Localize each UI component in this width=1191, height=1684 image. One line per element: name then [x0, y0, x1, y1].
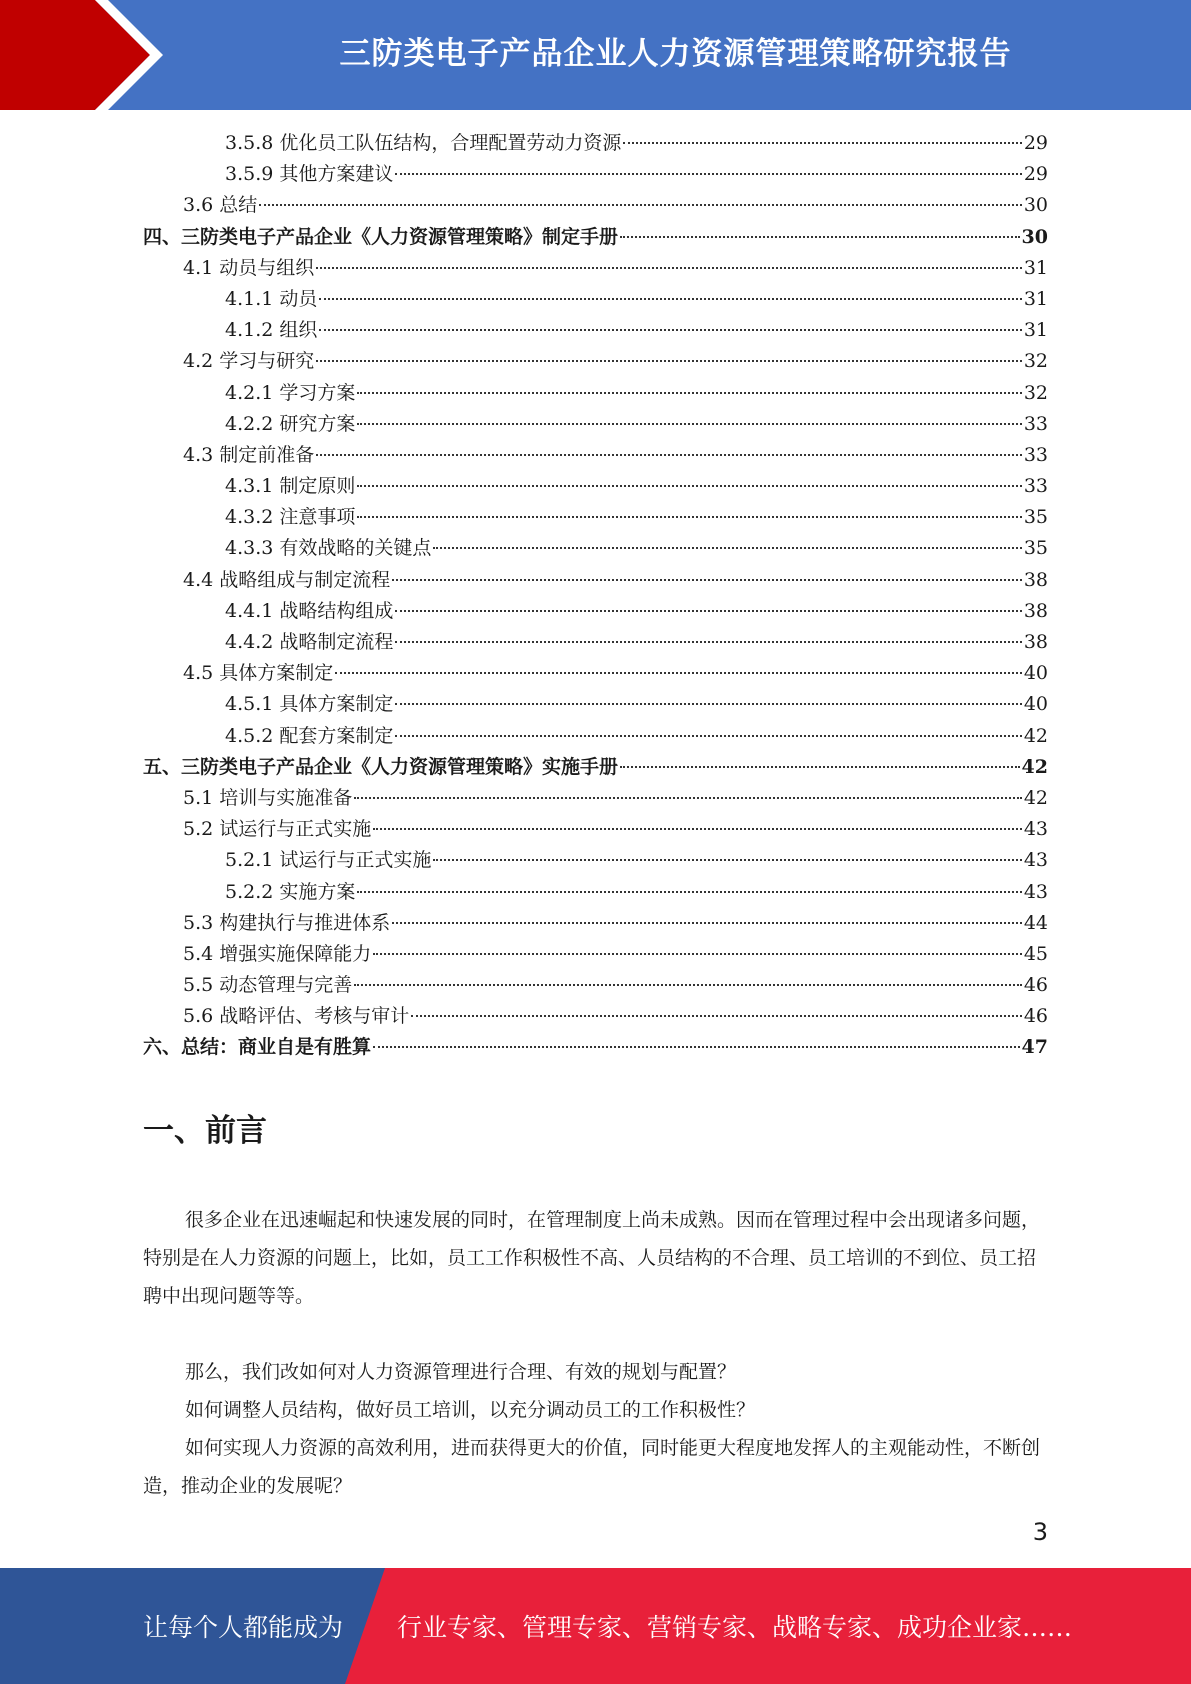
- toc-entry-label: 5.2.1 试运行与正式实施: [225, 849, 432, 872]
- toc-entry-page: 44: [1023, 911, 1048, 934]
- toc-leader-dots: [357, 423, 1021, 425]
- toc-leader-dots: [357, 392, 1021, 394]
- toc-entry-label: 4.2.1 学习方案: [225, 381, 356, 404]
- toc-entry-label: 4.5.2 配套方案制定: [225, 724, 394, 747]
- toc-entry-label: 3.6 总结: [183, 194, 258, 217]
- toc-leader-dots: [620, 236, 1020, 238]
- toc-entry[interactable]: [143, 409, 1048, 440]
- toc-entry[interactable]: [143, 128, 1048, 159]
- toc-entry-page: 42: [1023, 786, 1048, 809]
- toc-entry-page: 47: [1021, 1036, 1048, 1059]
- toc-leader-dots: [395, 703, 1021, 705]
- toc-entry[interactable]: [143, 315, 1048, 346]
- toc-entry-label: 4.5 具体方案制定: [183, 662, 334, 685]
- toc-entry-label: 4.3.2 注意事项: [225, 506, 356, 529]
- toc-entry[interactable]: [143, 346, 1048, 377]
- toc-entry-label: 4.4.1 战略结构组成: [225, 599, 394, 622]
- page-header: [0, 0, 1191, 110]
- toc-entry-label: 六、总结：商业自是有胜算: [143, 1036, 372, 1059]
- toc-entry[interactable]: [143, 253, 1048, 284]
- toc-entry-page: 40: [1023, 662, 1048, 685]
- toc-leader-dots: [392, 579, 1022, 581]
- toc-entry[interactable]: [143, 440, 1048, 471]
- toc-entry-label: 4.3 制定前准备: [183, 443, 315, 466]
- toc-leader-dots: [335, 672, 1022, 674]
- table-of-contents: [143, 128, 1048, 1064]
- footer-slogan-left: 让每个人都能成为: [143, 1613, 344, 1642]
- toc-entry-page: 38: [1023, 631, 1048, 653]
- toc-entry[interactable]: [143, 1001, 1048, 1032]
- question-3: 如何实现人力资源的高效利用，进而获得更大的价值，同时能更大程度地发挥人的主观能动性，不断创造，推动企业的发展呢？: [143, 1437, 1041, 1497]
- toc-entry-page: 32: [1023, 350, 1048, 373]
- toc-entry-label: 4.3.3 有效战略的关键点: [225, 537, 432, 560]
- toc-entry-page: 33: [1023, 475, 1048, 498]
- toc-entry-label: 5.3 构建执行与推进体系: [183, 911, 391, 934]
- toc-entry[interactable]: [143, 845, 1048, 876]
- toc-entry-label: 4.4 战略组成与制定流程: [183, 568, 391, 591]
- toc-entry-page: 35: [1023, 506, 1048, 529]
- toc-entry[interactable]: [143, 877, 1048, 908]
- toc-entry-label: 3.5.9 其他方案建议: [225, 163, 394, 186]
- toc-entry[interactable]: [143, 159, 1048, 190]
- toc-entry-page: 31: [1023, 256, 1048, 279]
- toc-entry-label: 4.1.1 动员: [225, 287, 318, 310]
- toc-leader-dots: [395, 735, 1021, 737]
- toc-entry-page: 32: [1023, 381, 1048, 404]
- toc-leader-dots: [373, 828, 1022, 830]
- toc-entry[interactable]: [143, 721, 1048, 752]
- toc-entry-page: 30: [1021, 225, 1048, 248]
- toc-entry-page: 33: [1023, 412, 1048, 435]
- questions-block: [143, 1353, 1048, 1505]
- toc-leader-dots: [357, 516, 1021, 518]
- toc-entry-page: 29: [1023, 132, 1048, 154]
- toc-entry[interactable]: [143, 783, 1048, 814]
- footer-slogan-right: 行业专家、管理专家、营销专家、战略专家、成功企业家……: [397, 1613, 1073, 1642]
- toc-leader-dots: [623, 142, 1021, 144]
- toc-leader-dots: [433, 547, 1021, 549]
- toc-entry-page: 30: [1023, 194, 1048, 217]
- toc-leader-dots: [395, 641, 1021, 643]
- toc-leader-dots: [392, 922, 1022, 924]
- toc-entry[interactable]: [143, 471, 1048, 502]
- toc-entry-page: 31: [1023, 319, 1048, 342]
- toc-entry-page: 38: [1023, 568, 1048, 591]
- toc-entry-page: 38: [1023, 599, 1048, 622]
- toc-entry-page: 33: [1023, 443, 1048, 466]
- toc-leader-dots: [316, 267, 1022, 269]
- toc-entry-page: 42: [1021, 755, 1048, 778]
- toc-entry-label: 4.3.1 制定原则: [225, 475, 356, 498]
- toc-entry-label: 5.1 培训与实施准备: [183, 786, 353, 809]
- toc-entry-page: 46: [1023, 974, 1048, 997]
- toc-leader-dots: [395, 610, 1021, 612]
- toc-leader-dots: [316, 360, 1022, 362]
- toc-entry[interactable]: [143, 378, 1048, 409]
- toc-entry[interactable]: [143, 222, 1048, 253]
- toc-entry-label: 4.2 学习与研究: [183, 350, 315, 373]
- toc-entry[interactable]: [143, 627, 1048, 658]
- toc-entry-label: 4.2.2 研究方案: [225, 412, 356, 435]
- toc-leader-dots: [395, 173, 1021, 175]
- toc-entry[interactable]: [143, 939, 1048, 970]
- toc-leader-dots: [357, 485, 1021, 487]
- toc-entry-label: 5.6 战略评估、考核与审计: [183, 1005, 410, 1028]
- toc-entry[interactable]: [143, 502, 1048, 533]
- toc-leader-dots: [373, 953, 1022, 955]
- toc-entry-label: 4.1.2 组织: [225, 319, 318, 342]
- question-1: 那么，我们改如何对人力资源管理进行合理、有效的规划与配置？: [185, 1361, 737, 1383]
- toc-leader-dots: [319, 329, 1021, 331]
- toc-leader-dots: [373, 1046, 1020, 1048]
- toc-entry-label: 四、三防类电子产品企业《人力资源管理策略》制定手册: [143, 225, 619, 248]
- toc-entry[interactable]: [143, 752, 1048, 783]
- toc-entry-label: 五、三防类电子产品企业《人力资源管理策略》实施手册: [143, 755, 619, 778]
- toc-entry[interactable]: [143, 658, 1048, 689]
- page-footer: [0, 1568, 1191, 1684]
- toc-entry-page: 31: [1023, 287, 1048, 310]
- toc-entry-page: 29: [1023, 163, 1048, 186]
- toc-entry[interactable]: [143, 190, 1048, 221]
- toc-entry-label: 5.5 动态管理与完善: [183, 974, 353, 997]
- section-heading: 一、前言: [143, 1113, 267, 1149]
- intro-paragraph: [143, 1201, 1048, 1315]
- toc-entry[interactable]: [143, 908, 1048, 939]
- toc-entry-page: 43: [1023, 849, 1048, 872]
- toc-entry-page: 43: [1023, 818, 1048, 841]
- toc-leader-dots: [354, 984, 1022, 986]
- toc-entry[interactable]: [143, 689, 1048, 720]
- toc-entry-label: 4.1 动员与组织: [183, 256, 315, 279]
- header-arrow-decoration: [0, 0, 180, 110]
- toc-entry-page: 35: [1023, 537, 1048, 560]
- toc-leader-dots: [316, 454, 1022, 456]
- toc-entry[interactable]: [143, 533, 1048, 564]
- toc-entry-page: 42: [1023, 724, 1048, 747]
- toc-entry-label: 3.5.8 优化员工队伍结构，合理配置劳动力资源: [225, 132, 622, 154]
- header-title: 三防类电子产品企业人力资源管理策略研究报告: [339, 36, 1012, 72]
- question-2: 如何调整人员结构，做好员工培训，以充分调动员工的工作积极性？: [185, 1399, 756, 1421]
- intro-paragraph-text: 很多企业在迅速崛起和快速发展的同时，在管理制度上尚未成熟。因而在管理过程中会出现诸多问题，特别是在人力资源的问题上，比如，员工工作积极性不高、人员结构的不合理、员工培训的不到位、员工招聘中出现问题等等。: [143, 1209, 1041, 1307]
- toc-entry-label: 5.2 试运行与正式实施: [183, 818, 372, 841]
- toc-leader-dots: [319, 298, 1021, 300]
- toc-entry[interactable]: [143, 814, 1048, 845]
- toc-entry-label: 5.2.2 实施方案: [225, 880, 356, 903]
- page-number: 3: [1032, 1518, 1048, 1546]
- toc-leader-dots: [433, 859, 1021, 861]
- toc-leader-dots: [357, 891, 1021, 893]
- toc-entry-page: 43: [1023, 880, 1048, 903]
- toc-leader-dots: [411, 1015, 1022, 1017]
- toc-leader-dots: [259, 204, 1022, 206]
- toc-entry-label: 4.5.1 具体方案制定: [225, 693, 394, 716]
- toc-entry[interactable]: [143, 284, 1048, 315]
- toc-entry[interactable]: [143, 1032, 1048, 1063]
- toc-leader-dots: [620, 766, 1020, 768]
- toc-entry[interactable]: [143, 565, 1048, 596]
- toc-entry[interactable]: [143, 596, 1048, 627]
- toc-leader-dots: [354, 797, 1022, 799]
- toc-entry-label: 4.4.2 战略制定流程: [225, 631, 394, 653]
- toc-entry-page: 46: [1023, 1005, 1048, 1028]
- toc-entry[interactable]: [143, 970, 1048, 1001]
- toc-entry-label: 5.4 增强实施保障能力: [183, 942, 372, 965]
- toc-entry-page: 40: [1023, 693, 1048, 716]
- toc-entry-page: 45: [1023, 942, 1048, 965]
